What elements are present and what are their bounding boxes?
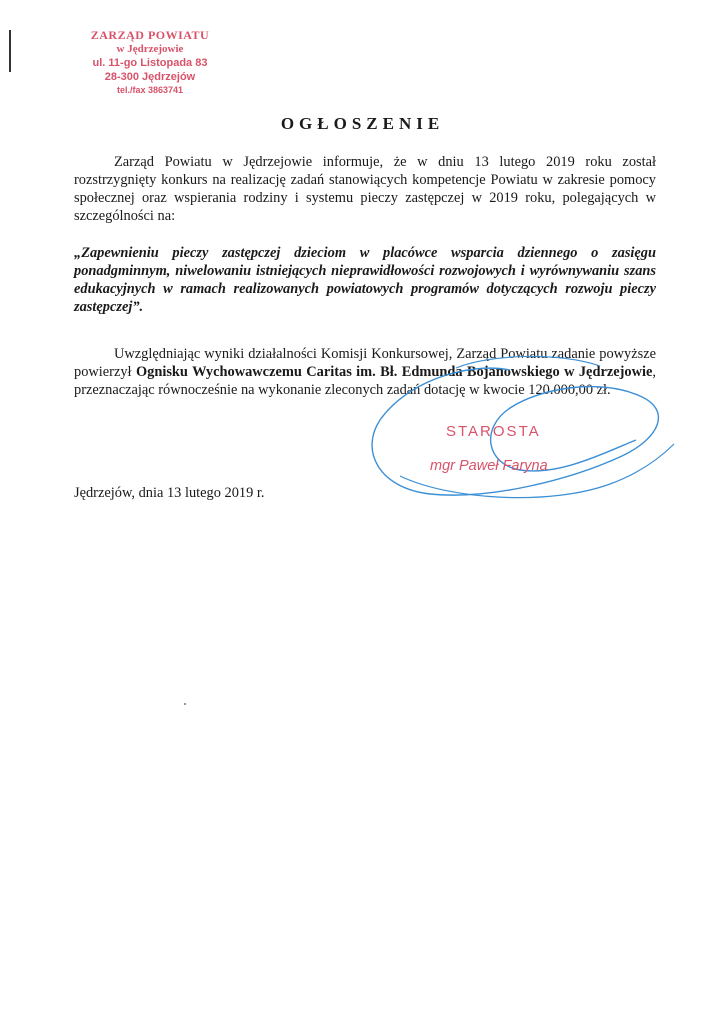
- awardee-name: Ognisku Wychowawczemu Caritas im. Bł. Edmunda Bojanowskiego w Jędrzejowie: [135, 364, 653, 380]
- document-title: OGŁOSZENIE: [280, 114, 445, 133]
- place-and-date: Jędrzejów, dnia 13 lutego 2019 r.: [74, 485, 265, 501]
- task-quote: „Zapewnieniu pieczy zastępczej dzieciom w placówce wsparcia dziennego o zasięgu ponadgminnym, niwelowaniu istniejących nieprawidłowości rozwojowych i wyrównywaniu szans edukacyjnych w ramach realizowanych powiatowych programów dotyczących rozwoju pieczy zastępczej”.: [74, 245, 656, 315]
- signatory-name: mgr Paweł Faryna: [430, 458, 548, 474]
- scan-edge-mark: [9, 30, 11, 72]
- office-stamp: [60, 28, 240, 93]
- announcement-paragraph: [74, 153, 656, 225]
- award-text-start: Uwzględniając wyniki działalności Komisji Konkursowej, Zarząd Powiatu zadanie powyższe powierzył: [74, 346, 656, 380]
- award-text-end: , przeznaczając równocześnie na wykonanie zleconych zadań dotację w kwocie 120.000,00 zł.: [74, 364, 656, 398]
- award-paragraph: [74, 345, 656, 399]
- scan-speck: [184, 703, 186, 705]
- stamp-line-phone: tel./fax 3863741: [116, 85, 184, 93]
- stamp-line-town: w Jędrzejowie: [116, 43, 184, 55]
- stamp-line-street: ul. 11-go Listopada 83: [92, 57, 208, 69]
- stamp-line-office: ZARZĄD POWIATU: [90, 28, 210, 42]
- signature-title: STAROSTA: [446, 423, 541, 440]
- announcement-text: Zarząd Powiatu w Jędrzejowie informuje, że w dniu 13 lutego 2019 roku został rozstrzygnięty konkurs na realizację zadań stanowiących kompetencje Powiatu w zakresie pomocy społecznej oraz wspierania rodziny i systemu pieczy zastępczej w 2019 roku, polegających w szczególności na:: [74, 154, 656, 224]
- stamp-line-postcode: 28-300 Jędrzejów: [104, 71, 196, 83]
